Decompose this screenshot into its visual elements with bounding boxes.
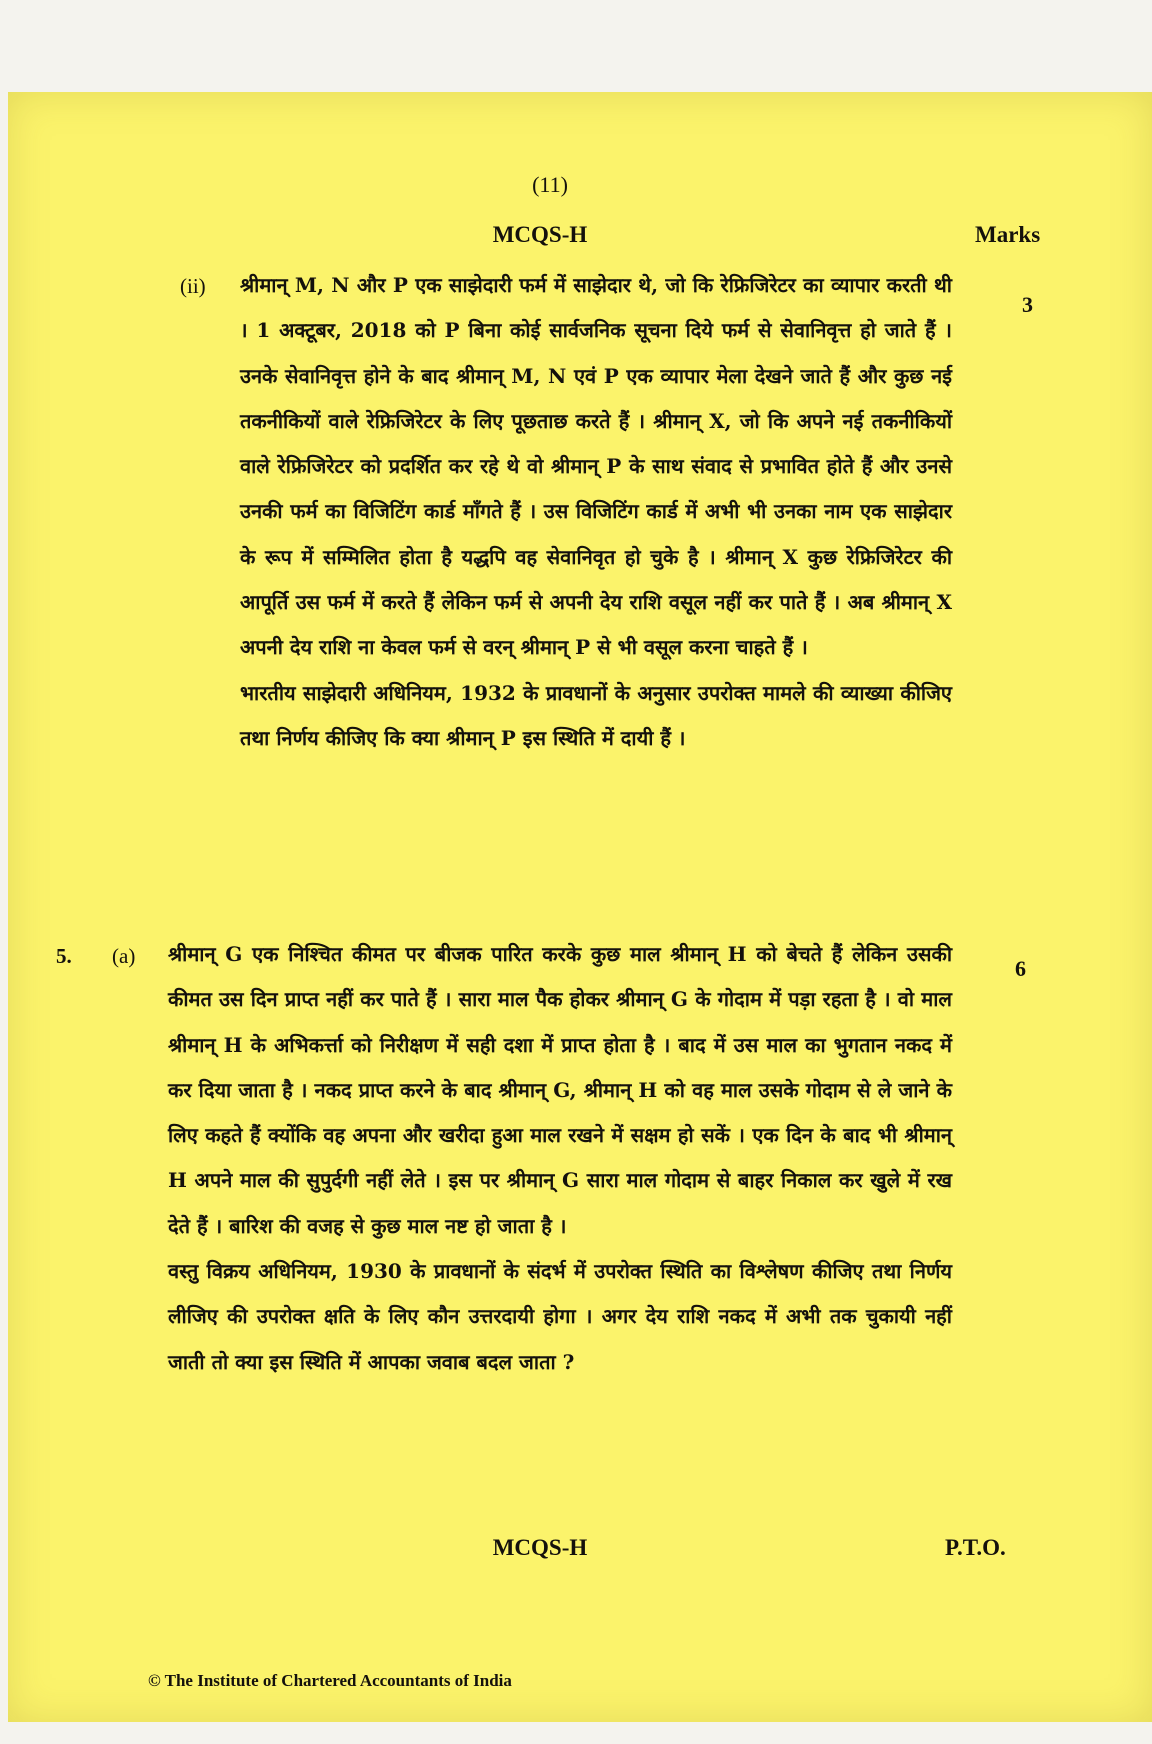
copyright-notice: © The Institute of Chartered Accountants of India [148,1671,512,1690]
question-5a-scenario: श्रीमान् G एक निश्चित कीमत पर बीजक पारित करके कुछ माल श्रीमान् H को बेचते हैं लेकिन उसकी कीमत उस दिन प्राप्त नहीं कर पाते हैं । सारा माल पैक होकर श्रीमान् G के गोदाम में पड़ा रहता है । वो माल श्रीमान् H के अभिकर्त्ता को निरीक्षण में सही दशा में प्राप्त होता है । बाद में उस माल का भुगतान नकद में कर दिया जाता है । नकद प्राप्त करने के बाद श्रीमान् G, श्रीमान् H को वह माल उसके गोदाम से ले जाने के लिए कहते हैं क्योंकि वह अपना और खरीदा हुआ माल रखने में सक्षम हो सकें । एक दिन के बाद भी श्रीमान् H अपने माल की सुपुर्दगी नहीं लेते । इस पर श्रीमान् G सारा माल गोदाम से बाहर निकाल कर खुले में रख देते हैं । बारिश की वजह से कुछ माल नष्ट हो जाता है । [168,942,952,1238]
question-4ii-text [240,263,952,761]
paper-code-footer: MCQS-H [492,1535,588,1560]
question-4ii-scenario: श्रीमान् M, N और P एक साझेदारी फर्म में साझेदार थे, जो कि रेफ्रिजिरेटर का व्यापार करती थी । 1 अक्टूबर, 2018 को P बिना कोई सार्वजनिक सूचना दिये फर्म से सेवानिवृत्त हो जाते हैं । उनके सेवानिवृत्त होने के बाद श्रीमान् M, N एवं P एक व्यापार मेला देखने जाते हैं और कुछ नई तकनीकियों वाले रेफ्रिजिरेटर के लिए पूछताछ करते हैं । श्रीमान् X, जो कि अपने नई तकनीकियों वाले रेफ्रिजिरेटर को प्रदर्शित कर रहे थे वो श्रीमान् P के साथ संवाद से प्रभावित होते हैं और उनसे उनकी फर्म का विजिटिंग कार्ड माँगते हैं । उस विजिटिंग कार्ड में अभी भी उनका नाम एक साझेदार के रूप में सम्मिलित होता है यद्धपि वह सेवानिवृत हो चुके है । श्रीमान् X कुछ रेफ्रिजिरेटर की आपूर्ति उस फर्म में करते हैं लेकिन फर्म से अपनी देय राशि वसूल नहीं कर पाते हैं । अब श्रीमान् X अपनी देय राशि ना केवल फर्म से वरन् श्रीमान् P से भी वसूल करना चाहते हैं । [240,273,952,660]
question-5a-text [168,932,952,1385]
page-number: (11) [532,172,568,197]
question-5a-instruction: वस्तु विक्रय अधिनियम, 1930 के प्रावधानों के संदर्भ में उपरोक्त स्थिति का विश्लेषण कीजिए तथा निर्णय लीजिए की उपरोक्त क्षति के लिए कौन उत्तरदायी होगा । अगर देय राशि नकद में अभी तक चुकायी नहीं जाती तो क्या इस स्थिति में आपका जवाब बदल जाता ? [168,1259,952,1374]
marks-column-label: Marks [975,222,1041,247]
pto-label: P.T.O. [945,1535,1006,1560]
marks-value-q5a: 6 [1015,956,1026,981]
marks-value-q4ii: 3 [1022,292,1033,317]
question-number-5: 5. [56,944,72,968]
subquestion-label-a: (a) [112,944,136,968]
subquestion-label-ii: (ii) [180,274,206,298]
question-4ii-instruction: भारतीय साझेदारी अधिनियम, 1932 के प्रावधानों के अनुसार उपरोक्त मामले की व्याख्या कीजिए तथा निर्णय कीजिए कि क्या श्रीमान् P इस स्थिति में दायी हैं । [240,680,952,750]
paper-code-header: MCQS-H [492,222,588,247]
